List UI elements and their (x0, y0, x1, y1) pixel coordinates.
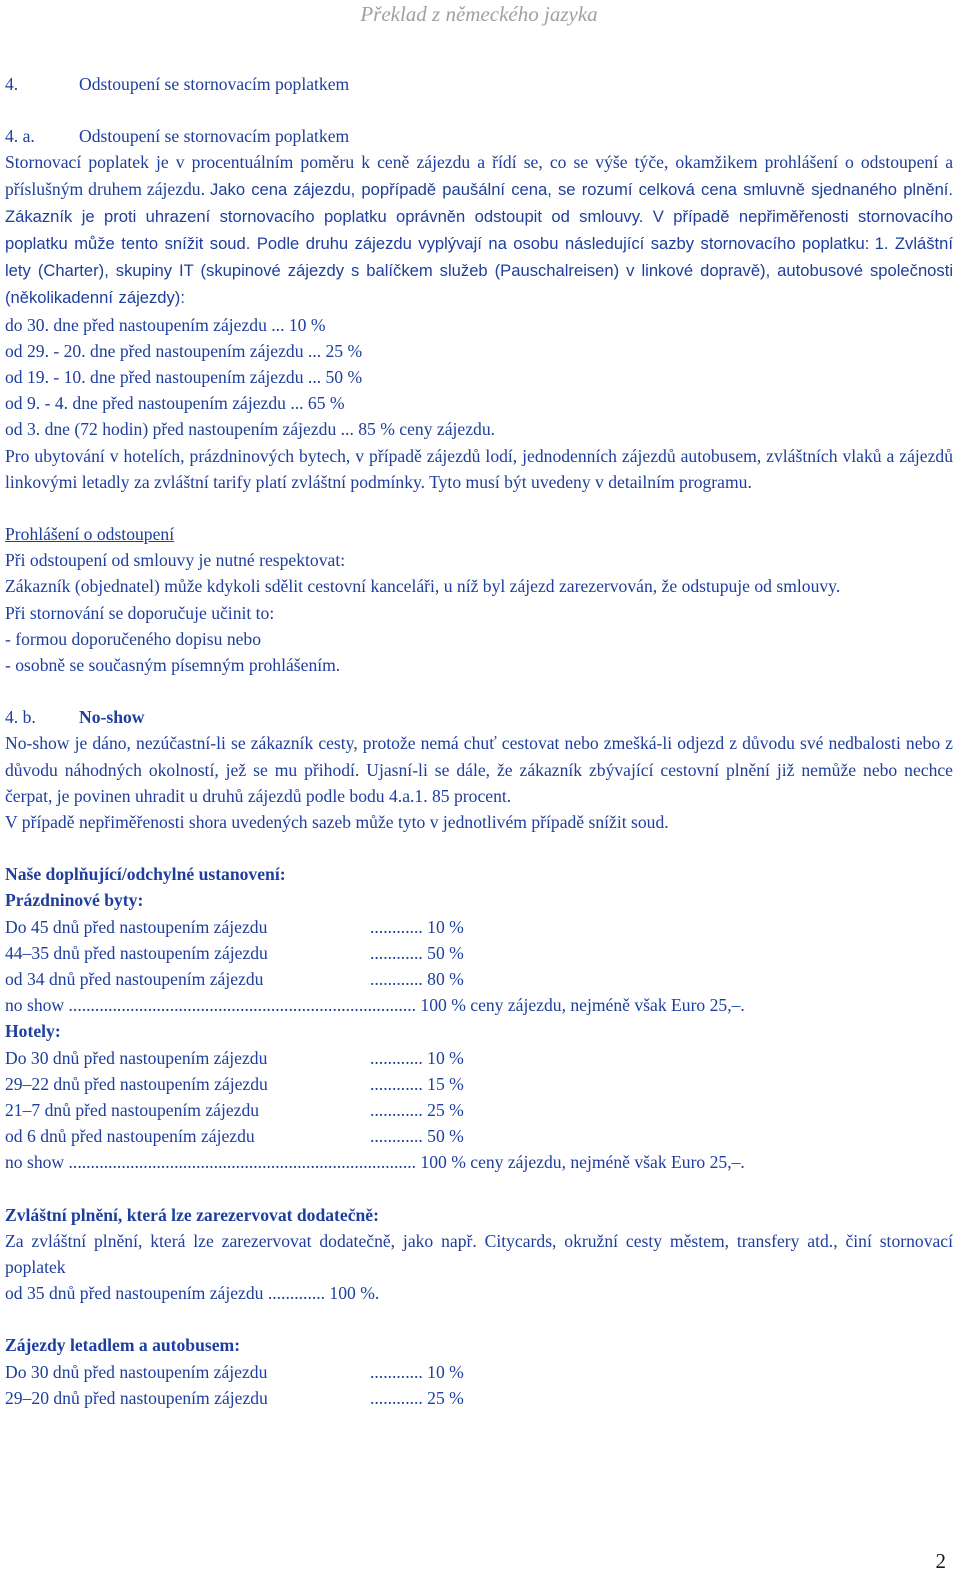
rate-row: od 19. - 10. dne před nastoupením zájezdu ... 50 % (5, 367, 363, 388)
flights-rates (5, 1359, 953, 1411)
intro-text: Stornovací poplatek je v procentuálním poměru k ceně zájezdu a řídí se, co se výše týče, okamžikem prohlášení o odstoupení a příslušným druhem zájezdu. (5, 152, 953, 199)
declaration-heading: Prohlášení o odstoupení (5, 524, 175, 545)
section-title: No-show (79, 707, 145, 728)
section-4b-text-2: V případě nepřiměřenosti shora uvedených sazeb může tyto v jednotlivém případě snížit soud. (5, 812, 669, 833)
rate-row: 29–22 dnů před nastoupením zájezdu ............ 15 % (5, 1073, 464, 1094)
rate-row: Do 30 dnů před nastoupením zájezdu ............ 10 % (5, 1361, 464, 1382)
rate-row: od 34 dnů před nastoupením zájezdu ............ 80 % (5, 969, 464, 990)
section-number: 4. (5, 74, 19, 94)
intro-text-sans: Jako cena zájezdu, popřípadě paušální cena, se rozumí celková cena smluvně sjednaného plnění. Zákazník je proti uhrazení stornovacího poplatku oprávněn odstoupit od smlouvy. V případě nepřiměřenosti stornovacího poplatku může tento snížit soud. Podle druhu zájezdu vyplývají na osobu následující sazby stornovacího poplatku: (5, 179, 954, 254)
section-4b-heading (5, 704, 953, 730)
rate-row: 21–7 dnů před nastoupením zájezdu ............ 25 % (5, 1100, 464, 1121)
rate-row: od 29. - 20. dne před nastoupením zájezdu ... 25 % (5, 340, 363, 361)
hotels-rates (5, 1045, 953, 1176)
rate-row: 44–35 dnů před nastoupením zájezdu ............ 50 % (5, 942, 464, 963)
declaration-line: Při stornování se doporučuje učinit to: (5, 602, 275, 623)
page-header: Překlad z německého jazyka (360, 2, 598, 26)
apartments-heading: Prázdninové byty: (5, 890, 144, 911)
section-number: 4. b. (5, 707, 36, 728)
our-provisions-heading: Naše doplňující/odchylné ustanovení: (5, 864, 286, 885)
no-show-row: no show ............................................................................... 100 % ceny zájezdu, nejméně však Euro 25,–. (5, 995, 745, 1016)
section-4a-intro (5, 149, 953, 311)
extra-services-rate: od 35 dnů před nastoupením zájezdu ............. 100 %. (5, 1283, 380, 1304)
section-title: Odstoupení se stornovacím poplatkem (79, 126, 350, 147)
flights-heading: Zájezdy letadlem a autobusem: (5, 1335, 241, 1356)
extra-services-text: Za zvláštní plnění, která lze zarezervovat dodatečně, jako např. Citycards, okružní cesty městem, transfery atd., činí stornovací poplatek (5, 1230, 953, 1277)
rate-list (5, 312, 953, 443)
no-show-row: no show ............................................................................... 100 % ceny zájezdu, nejméně však Euro 25,–. (5, 1152, 745, 1173)
rate-row: do 30. dne před nastoupením zájezdu ... 10 % (5, 314, 326, 335)
page-number: 2 (935, 1549, 946, 1573)
declaration-line: Zákazník (objednatel) může kdykoli sdělit cestovní kanceláři, u níž byl zájezd zarezervován, že odstupuje od smlouvy. (5, 576, 841, 597)
section-title: Odstoupení se stornovacím poplatkem (79, 74, 350, 94)
declaration-line: - formou doporučeného dopisu nebo (5, 628, 262, 649)
rate-row: od 9. - 4. dne před nastoupením zájezdu ... 65 % (5, 393, 345, 414)
section-number: 4. a. (5, 126, 35, 147)
section-4-heading (5, 71, 953, 97)
declaration-line: Při odstoupení od smlouvy je nutné respektovat: (5, 550, 346, 571)
section-4b-text: No-show je dáno, nezúčastní-li se zákazník cesty, protože nemá chuť cestovat nebo zmešká-li odjezd z důvodu své nedbalosti nebo z důvodu náhodných okolností, jež se mu přihodí. Ujasní-li se dále, že zákazník zbývající cestovní plnění již nemůže nebo nechce čerpat, je povinen uhradit u druhů zájezdů podle bodu 4.a.1. 85 procent. (5, 733, 953, 806)
declaration-text (5, 547, 953, 678)
document-page (5, 0, 953, 1411)
item-1: 1. Zvláštní lety (Charter), skupiny IT (skupinové zájezdy s balíčkem služeb (Pauschalreisen) v linkové dopravě), autobusové společnosti (několikadenní zájezdy): (5, 234, 953, 308)
rate-row: od 6 dnů před nastoupením zájezdu ............ 50 % (5, 1126, 464, 1147)
rate-row: 29–20 dnů před nastoupením zájezdu ............ 25 % (5, 1387, 464, 1408)
section-4a-closing: Pro ubytování v hotelích, prázdninových bytech, v případě zájezdů lodí, jednodenních zájezdů autobusem, zvláštních vlaků a zájezdů linkovými letadly za zvláštní tarify platí zvláštní podmínky. Tyto musí být uvedeny v detailním programu. (5, 445, 953, 492)
hotels-heading: Hotely: (5, 1021, 61, 1042)
apartments-rates (5, 914, 953, 1019)
section-4a-heading (5, 123, 953, 149)
extra-services-heading: Zvláštní plnění, která lze zarezervovat dodatečně: (5, 1204, 379, 1225)
rate-row: od 3. dne (72 hodin) před nastoupením zájezdu ... 85 % ceny zájezdu. (5, 419, 496, 440)
rate-row: Do 30 dnů před nastoupením zájezdu ............ 10 % (5, 1047, 464, 1068)
rate-row: Do 45 dnů před nastoupením zájezdu ............ 10 % (5, 916, 464, 937)
declaration-line: - osobně se současným písemným prohlášením. (5, 655, 341, 676)
